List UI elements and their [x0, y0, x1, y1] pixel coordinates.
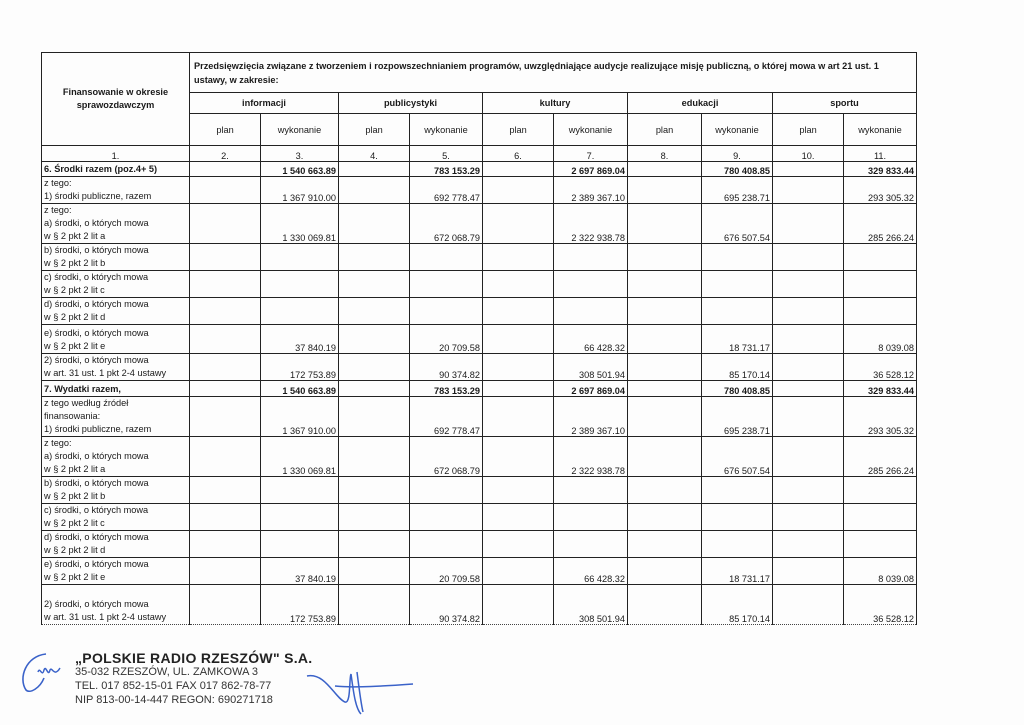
value-cell: 1 330 069.81	[261, 437, 339, 477]
value-cell	[628, 271, 702, 298]
value-cell	[261, 271, 339, 298]
column-number: 6.	[483, 146, 554, 162]
stamp-address: 35-032 RZESZÓW, UL. ZAMKOWA 3	[75, 666, 258, 678]
value-cell: 1 330 069.81	[261, 204, 339, 244]
header-wykonanie: wykonanie	[554, 114, 628, 146]
value-cell	[483, 477, 554, 504]
value-cell	[483, 271, 554, 298]
value-cell	[702, 244, 773, 271]
row-label: 2) środki, o których mowa w art. 31 ust. 1 pkt 2-4 ustawy	[42, 354, 190, 381]
value-cell	[554, 298, 628, 325]
row-label: e) środki, o których mowa w § 2 pkt 2 lit e	[42, 558, 190, 585]
value-cell: 1 367 910.00	[261, 397, 339, 437]
value-cell	[628, 437, 702, 477]
value-cell	[773, 298, 844, 325]
value-cell	[628, 531, 702, 558]
value-cell	[628, 177, 702, 204]
value-cell	[410, 298, 483, 325]
value-cell	[190, 531, 261, 558]
row-label: c) środki, o których mowa w § 2 pkt 2 lit c	[42, 271, 190, 298]
table-row	[42, 325, 917, 354]
value-cell: 695 238.71	[702, 397, 773, 437]
signature-initials	[16, 648, 76, 703]
value-cell	[773, 585, 844, 625]
value-cell	[844, 504, 917, 531]
value-cell	[702, 504, 773, 531]
value-cell	[483, 298, 554, 325]
value-cell	[410, 504, 483, 531]
table-row	[42, 177, 917, 204]
value-cell	[190, 298, 261, 325]
value-cell	[483, 244, 554, 271]
value-cell: 172 753.89	[261, 354, 339, 381]
value-cell	[554, 531, 628, 558]
value-cell	[339, 162, 410, 177]
value-cell	[190, 325, 261, 354]
value-cell	[773, 397, 844, 437]
value-cell	[628, 381, 702, 397]
value-cell	[410, 531, 483, 558]
value-cell	[483, 177, 554, 204]
row-label: c) środki, o których mowa w § 2 pkt 2 lit c	[42, 504, 190, 531]
report-table	[41, 52, 917, 625]
row-label: z tego: a) środki, o których mowa w § 2 pkt 2 lit a	[42, 437, 190, 477]
stamp-company-name: „POLSKIE RADIO RZESZÓW" S.A.	[75, 650, 313, 666]
value-cell	[483, 354, 554, 381]
value-cell: 20 709.58	[410, 325, 483, 354]
table-row	[42, 244, 917, 271]
value-cell	[339, 298, 410, 325]
value-cell: 2 697 869.04	[554, 162, 628, 177]
value-cell	[483, 204, 554, 244]
value-cell: 2 322 938.78	[554, 437, 628, 477]
value-cell	[190, 504, 261, 531]
stamp-ids: NIP 813-00-14-447 REGON: 690271718	[75, 694, 273, 706]
value-cell: 18 731.17	[702, 558, 773, 585]
value-cell	[628, 244, 702, 271]
value-cell	[339, 271, 410, 298]
value-cell	[339, 477, 410, 504]
table-row	[42, 585, 917, 625]
value-cell	[773, 381, 844, 397]
value-cell	[410, 244, 483, 271]
value-cell	[702, 477, 773, 504]
value-cell: 90 374.82	[410, 585, 483, 625]
row-label: z tego według źródeł finansowania: 1) środki publiczne, razem	[42, 397, 190, 437]
value-cell	[773, 477, 844, 504]
row-label: z tego: 1) środki publiczne, razem	[42, 177, 190, 204]
value-cell: 695 238.71	[702, 177, 773, 204]
value-cell	[628, 325, 702, 354]
value-cell	[190, 381, 261, 397]
value-cell	[483, 558, 554, 585]
value-cell	[628, 477, 702, 504]
header-plan: plan	[483, 114, 554, 146]
table-row	[42, 558, 917, 585]
header-plan: plan	[628, 114, 702, 146]
value-cell	[773, 162, 844, 177]
value-cell: 329 833.44	[844, 381, 917, 397]
header-projects: Przedsięwzięcia związane z tworzeniem i rozpowszechnianiem programów, uwzględniające audycje realizujące misję publiczną, o której mowa w art 21 ust. 1 ustawy, w zakresie:	[190, 53, 917, 93]
value-cell: 37 840.19	[261, 325, 339, 354]
value-cell	[339, 437, 410, 477]
company-stamp	[75, 651, 313, 707]
header-wykonanie: wykonanie	[844, 114, 917, 146]
column-number: 10.	[773, 146, 844, 162]
column-number: 11.	[844, 146, 917, 162]
value-cell: 676 507.54	[702, 204, 773, 244]
value-cell	[773, 531, 844, 558]
value-cell: 36 528.12	[844, 585, 917, 625]
value-cell	[483, 325, 554, 354]
value-cell	[628, 585, 702, 625]
column-number: 8.	[628, 146, 702, 162]
value-cell	[844, 477, 917, 504]
value-cell	[628, 162, 702, 177]
header-category: informacji	[190, 93, 339, 114]
value-cell: 36 528.12	[844, 354, 917, 381]
value-cell	[483, 531, 554, 558]
value-cell: 66 428.32	[554, 325, 628, 354]
value-cell: 285 266.24	[844, 204, 917, 244]
value-cell	[190, 354, 261, 381]
table-row	[42, 504, 917, 531]
value-cell: 18 731.17	[702, 325, 773, 354]
column-number: 3.	[261, 146, 339, 162]
value-cell	[773, 177, 844, 204]
row-label: z tego: a) środki, o których mowa w § 2 pkt 2 lit a	[42, 204, 190, 244]
value-cell: 2 322 938.78	[554, 204, 628, 244]
value-cell	[410, 477, 483, 504]
row-label: b) środki, o których mowa w § 2 pkt 2 lit b	[42, 477, 190, 504]
value-cell	[844, 298, 917, 325]
value-cell	[190, 585, 261, 625]
value-cell	[261, 244, 339, 271]
table-row	[42, 381, 917, 397]
value-cell	[261, 531, 339, 558]
header-wykonanie: wykonanie	[410, 114, 483, 146]
value-cell	[190, 397, 261, 437]
row-label: d) środki, o których mowa w § 2 pkt 2 lit d	[42, 298, 190, 325]
value-cell	[190, 204, 261, 244]
value-cell	[554, 244, 628, 271]
value-cell	[339, 585, 410, 625]
row-label: 2) środki, o których mowa w art. 31 ust. 1 pkt 2-4 ustawy	[42, 585, 190, 625]
value-cell	[773, 271, 844, 298]
value-cell	[190, 271, 261, 298]
row-label: 7. Wydatki razem,	[42, 381, 190, 397]
value-cell: 676 507.54	[702, 437, 773, 477]
header-financing: Finansowanie w okresie sprawozdawczym	[42, 53, 190, 146]
header-plan: plan	[773, 114, 844, 146]
value-cell	[554, 271, 628, 298]
value-cell	[702, 298, 773, 325]
value-cell	[261, 298, 339, 325]
value-cell: 308 501.94	[554, 585, 628, 625]
value-cell	[628, 504, 702, 531]
table-row	[42, 477, 917, 504]
header-plan: plan	[190, 114, 261, 146]
table-row	[42, 397, 917, 437]
value-cell: 308 501.94	[554, 354, 628, 381]
value-cell	[339, 381, 410, 397]
value-cell	[773, 354, 844, 381]
value-cell	[702, 271, 773, 298]
value-cell: 1 367 910.00	[261, 177, 339, 204]
value-cell	[554, 504, 628, 531]
value-cell	[190, 437, 261, 477]
column-number: 7.	[554, 146, 628, 162]
value-cell	[339, 244, 410, 271]
value-cell: 85 170.14	[702, 354, 773, 381]
value-cell	[339, 325, 410, 354]
value-cell: 66 428.32	[554, 558, 628, 585]
value-cell	[190, 162, 261, 177]
value-cell	[410, 271, 483, 298]
value-cell	[339, 397, 410, 437]
value-cell: 2 389 367.10	[554, 177, 628, 204]
value-cell	[483, 162, 554, 177]
header-category: edukacji	[628, 93, 773, 114]
value-cell	[483, 437, 554, 477]
stamp-phone: TEL. 017 852-15-01 FAX 017 862-78-77	[75, 680, 272, 692]
value-cell	[844, 271, 917, 298]
value-cell: 672 068.79	[410, 204, 483, 244]
row-label: b) środki, o których mowa w § 2 pkt 2 lit b	[42, 244, 190, 271]
table-row	[42, 271, 917, 298]
row-label: e) środki, o których mowa w § 2 pkt 2 lit e	[42, 325, 190, 354]
value-cell	[339, 177, 410, 204]
value-cell: 780 408.85	[702, 162, 773, 177]
value-cell: 20 709.58	[410, 558, 483, 585]
value-cell: 1 540 663.89	[261, 381, 339, 397]
value-cell	[773, 437, 844, 477]
value-cell	[261, 477, 339, 504]
value-cell	[773, 504, 844, 531]
value-cell	[483, 381, 554, 397]
value-cell	[339, 204, 410, 244]
value-cell: 692 778.47	[410, 177, 483, 204]
value-cell	[628, 397, 702, 437]
value-cell	[339, 531, 410, 558]
column-number: 2.	[190, 146, 261, 162]
signature	[305, 668, 415, 723]
value-cell	[483, 504, 554, 531]
value-cell	[483, 397, 554, 437]
value-cell	[773, 204, 844, 244]
value-cell	[190, 558, 261, 585]
table-row	[42, 204, 917, 244]
value-cell	[339, 558, 410, 585]
value-cell: 692 778.47	[410, 397, 483, 437]
value-cell	[554, 477, 628, 504]
value-cell	[628, 354, 702, 381]
value-cell	[702, 531, 773, 558]
column-number: 4.	[339, 146, 410, 162]
table-row	[42, 354, 917, 381]
value-cell: 172 753.89	[261, 585, 339, 625]
column-number: 5.	[410, 146, 483, 162]
value-cell: 2 697 869.04	[554, 381, 628, 397]
value-cell: 329 833.44	[844, 162, 917, 177]
value-cell	[628, 558, 702, 585]
value-cell	[261, 504, 339, 531]
value-cell: 293 305.32	[844, 397, 917, 437]
header-category: sportu	[773, 93, 917, 114]
header-wykonanie: wykonanie	[702, 114, 773, 146]
table-row	[42, 162, 917, 177]
value-cell: 8 039.08	[844, 325, 917, 354]
value-cell	[190, 177, 261, 204]
table-row	[42, 298, 917, 325]
value-cell: 85 170.14	[702, 585, 773, 625]
column-number: 1.	[42, 146, 190, 162]
value-cell: 1 540 663.89	[261, 162, 339, 177]
value-cell	[190, 244, 261, 271]
value-cell	[844, 244, 917, 271]
value-cell: 783 153.29	[410, 162, 483, 177]
value-cell	[483, 585, 554, 625]
value-cell	[339, 504, 410, 531]
value-cell	[844, 531, 917, 558]
header-category: publicystyki	[339, 93, 483, 114]
value-cell	[339, 354, 410, 381]
value-cell: 90 374.82	[410, 354, 483, 381]
value-cell: 2 389 367.10	[554, 397, 628, 437]
value-cell	[773, 325, 844, 354]
value-cell: 8 039.08	[844, 558, 917, 585]
value-cell: 37 840.19	[261, 558, 339, 585]
value-cell: 285 266.24	[844, 437, 917, 477]
value-cell	[773, 244, 844, 271]
value-cell	[773, 558, 844, 585]
header-wykonanie: wykonanie	[261, 114, 339, 146]
row-label: 6. Środki razem (poz.4+ 5)	[42, 162, 190, 177]
value-cell: 783 153.29	[410, 381, 483, 397]
table-row	[42, 437, 917, 477]
table-row	[42, 531, 917, 558]
value-cell	[628, 298, 702, 325]
value-cell	[628, 204, 702, 244]
column-number: 9.	[702, 146, 773, 162]
value-cell	[190, 477, 261, 504]
header-category: kultury	[483, 93, 628, 114]
value-cell: 672 068.79	[410, 437, 483, 477]
header-plan: plan	[339, 114, 410, 146]
value-cell: 293 305.32	[844, 177, 917, 204]
row-label: d) środki, o których mowa w § 2 pkt 2 lit d	[42, 531, 190, 558]
value-cell: 780 408.85	[702, 381, 773, 397]
